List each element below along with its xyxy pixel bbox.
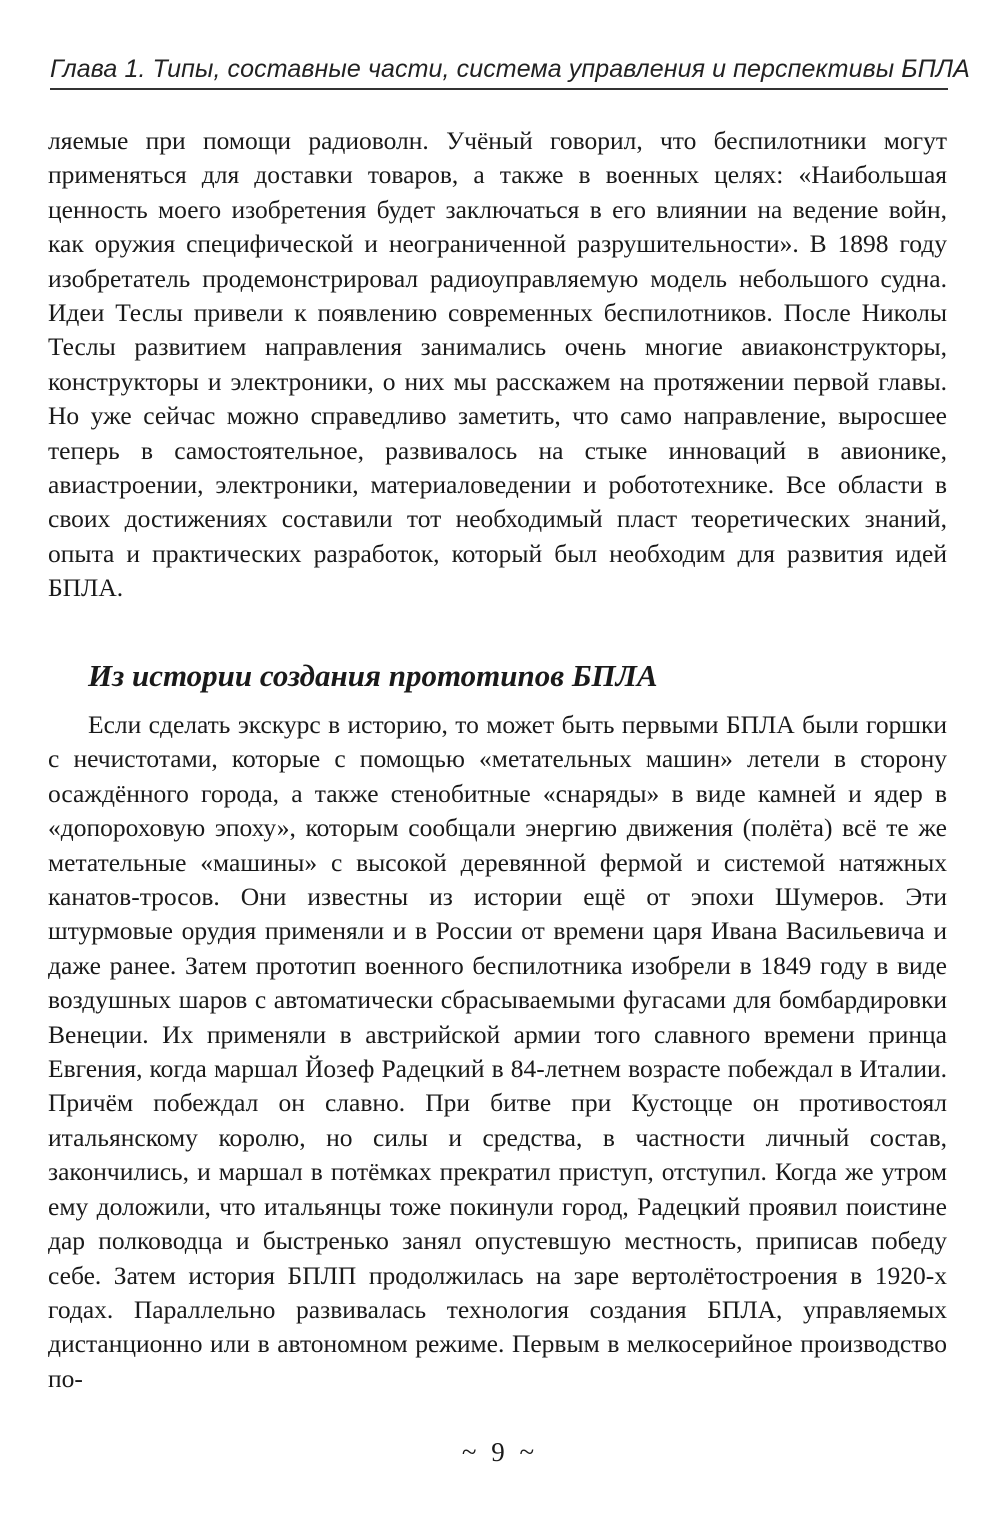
section-heading: Из истории создания прототипов БПЛА [88, 658, 658, 693]
page-number: ~ 9 ~ [461, 1437, 539, 1467]
paragraph-history: Если сделать экскурс в историю, то может быть первыми БПЛА были горшки с нечистотами, которые с помощью «метательных машин» летели в сторону осаждённого города, а также стенобитные «снаряды» в виде камней и ядер в «допороховую эпоху», которым сообщали энергию движения (полёта) всё те же метательные «машины» с высокой деревянной фермой и системой натяжных канатов-тросов. Они известны из истории ещё от эпохи Шумеров. Эти штурмовые орудия применяли и в России от времени царя Ивана Васильевича и даже ранее. Затем прототип военного беспилотника изобрели в 1849 году в виде воздушных шаров с автоматически сбрасываемыми фугасами для бомбардировки Венеции. Их применяли в австрийской армии того славного времени принца Евгения, когда маршал Йозеф Радецкий в 84-летнем возрасте побеждал в Италии. Причём побеждал он славно. При битве при Кустоцце он противостоял итальянскому королю, но силы и средства, в частности личный состав, закончились, и маршал в потёмках прекратил приступ, отступил. Когда же утром ему доложили, что итальянцы тоже покинули город, Радецкий проявил поистине дар полководца и быстренько занял опустевшую местность, приписав победу себе. Затем история БПЛП продолжилась на заре вертолётостроения в 1920-х годах. Параллельно развивалась технология создания БПЛА, управляемых дистанционно или в автономном режиме. Первым в мелкосерийное производство по- [48, 710, 947, 1393]
paragraph-continuation: ляемые при помощи радиоволн. Учёный говорил, что беспилотники могут применяться для доставки товаров, а также в военных целях: «Наибольшая ценность моего изобретения будет заключаться в его влиянии на ведение войн, как оружия специфической и неограниченной разрушительности». В 1898 году изобретатель продемонстрировал радиоуправляемую модель небольшого судна. Идеи Теслы привели к появлению современных беспилотников. После Николы Теслы развитием направления занимались очень многие авиаконструкторы, конструкторы и электроники, о них мы расскажем на протяжении первой главы. Но уже сейчас можно справедливо заметить, что само направление, выросшее теперь в самостоятельное, развивалось на стыке инноваций в авионике, авиастроении, электроники, материаловедении и робототехнике. Все области в своих достижениях составили тот необходимый пласт теоретических знаний, опыта и практических разработок, который был необходим для развития идей БПЛА. [48, 126, 947, 603]
running-header: Глава 1. Типы, составные части, система управления и перспективы БПЛА [50, 55, 970, 83]
header-rule [50, 88, 948, 90]
